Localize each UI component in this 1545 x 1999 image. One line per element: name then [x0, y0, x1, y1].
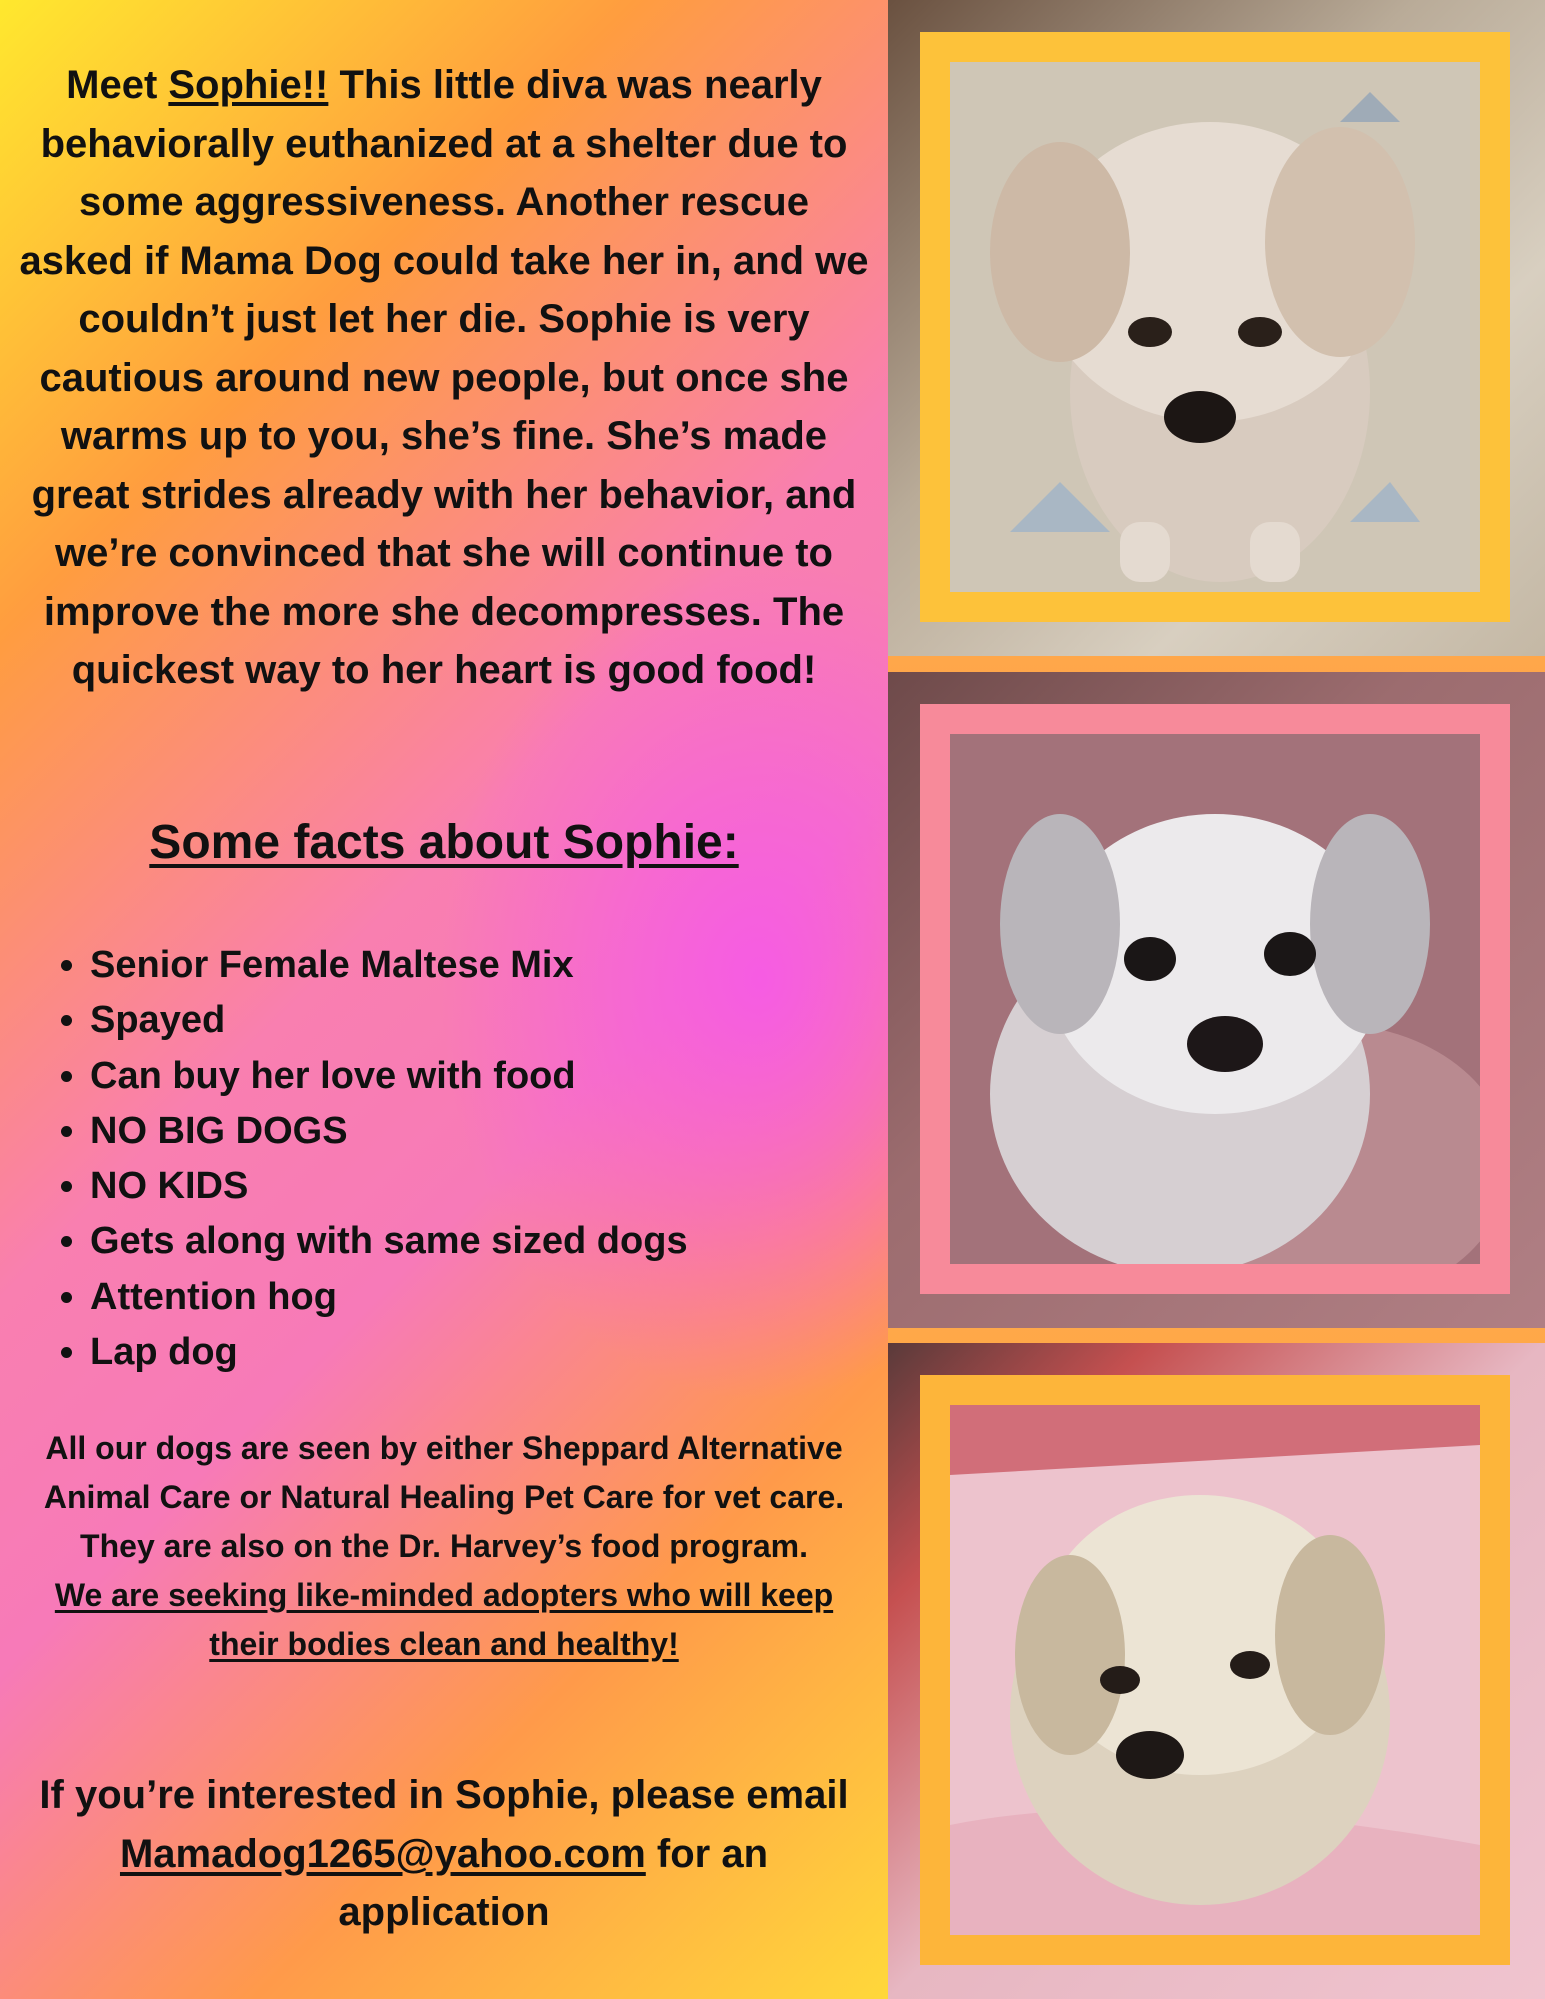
contact-paragraph [20, 1766, 868, 1942]
facts-list [40, 938, 688, 1380]
fact-item: • Senior Female Maltese Mix [90, 938, 688, 993]
dog-photo-3 [950, 1405, 1480, 1935]
photo-panel-1 [888, 0, 1545, 656]
facts-heading: Some facts about Sophie: [149, 816, 739, 869]
adopter-seeking-note: We are seeking like-minded adopters who will keep their bodies clean and healthy! [54, 1577, 834, 1662]
contact-before: If you’re interested in Sophie, please email [39, 1773, 849, 1817]
photo-frame-3 [920, 1375, 1510, 1965]
intro-text: This little diva was nearly behaviorally euthanized at a shelter due to some aggressiveness. Another rescue asked if Mama Dog could take her in, and we couldn’t just let her die. Sophie is very cautious around new people, but once she warms up to you, she’s fine. She’s made great strides already with her behavior, and we’re convinced that she will continue to improve the more she decompresses. The quickest way to her heart is good food! [19, 63, 869, 692]
dog-photo-2 [950, 734, 1480, 1264]
dog-photo-1 [950, 62, 1480, 592]
intro-lead: Meet [66, 63, 169, 107]
fact-item: • Gets along with same sized dogs [90, 1214, 688, 1269]
photo-panel-3 [888, 1343, 1545, 1999]
intro-paragraph [18, 56, 870, 700]
vet-care-text: All our dogs are seen by either Sheppard Alternative Animal Care or Natural Healing Pet Care for vet care. They are also on the Dr. Harvey’s food program. [43, 1430, 845, 1564]
vet-care-note [30, 1424, 858, 1669]
photo-frame-2 [920, 704, 1510, 1294]
fact-item: • Can buy her love with food [90, 1049, 688, 1104]
fact-item: • NO KIDS [90, 1159, 688, 1214]
photo-panel-2 [888, 672, 1545, 1328]
dog-name: Sophie!! [168, 63, 329, 107]
photo-frame-1 [920, 32, 1510, 622]
fact-item: • Lap dog [90, 1325, 688, 1380]
photo-column [888, 0, 1545, 1999]
fact-item: • NO BIG DOGS [90, 1104, 688, 1159]
fact-item: • Spayed [90, 993, 688, 1048]
fact-item: • Attention hog [90, 1270, 688, 1325]
email-link[interactable]: Mamadog1265@yahoo.com [119, 1831, 646, 1876]
contact-after: for an application [338, 1831, 769, 1934]
